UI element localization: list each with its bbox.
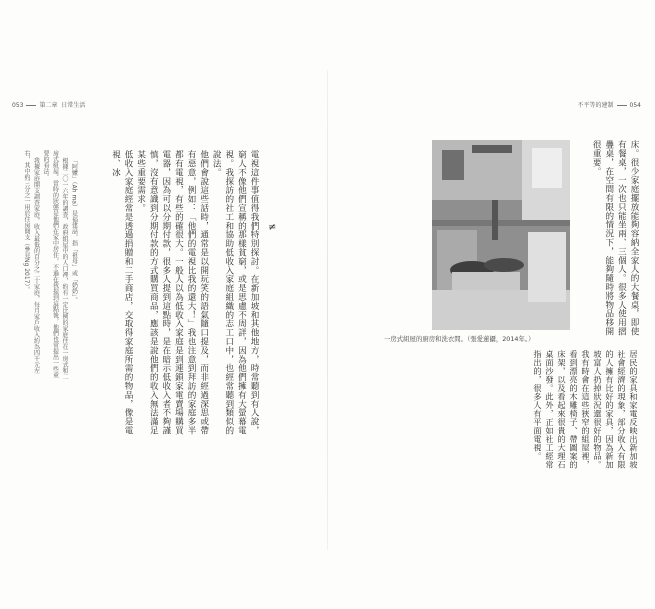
kitchen-photo bbox=[432, 140, 570, 330]
left-paragraph: 低收入家庭經常是透過捐贈和二手商店，交取得家庭所需的物品，像是電視、冰 bbox=[110, 150, 134, 435]
left-notes bbox=[23, 150, 88, 380]
left-paragraph: 電視這件事值得我們特別探討。在新加坡和其他地方，時常聽到有人說，窮人不像他們宣稱的那樣貧窮，或是思慮不周詳，因為他們擁有大螢幕電視。我探訪的社工和協助低收入家庭組織的志工口中，也經常聽到類似的說法。 bbox=[211, 150, 259, 435]
right-paragraph-top: 床。很少家庭擺放能夠容納全家人的大餐桌，即使有餐桌，一次也只能坐兩、三個人。很多人使用摺疊桌，在空間有限的情況下，能夠隨時將物品移開很重要。 bbox=[591, 140, 639, 336]
header-rule bbox=[26, 105, 36, 106]
note-1: 「阿嬤」（Ah ma）是福建話，指「祖母」或「奶奶」。 bbox=[70, 157, 78, 303]
left-chapter: 第二章 bbox=[39, 102, 58, 109]
kitchen-photo-image bbox=[432, 140, 570, 330]
note-3: 我據家庭開支調查家庭，收入最低的百分之二十家庭，每月家戶收入約為四千元左右，其中約三分之一用於住房開支（參見Ng 2017）。 bbox=[23, 150, 40, 374]
right-title: 不平等的建制 bbox=[577, 102, 614, 109]
left-paragraph: 他們會說這些話時，通常是以開玩笑的語氣隨口提及，而非經過深思或帶有惡意，例如：「他們的電視比我的還大！」我也注意到拜訪的家庭多半都有電視，有些的確很大。一般人以為低收入家庭是到連鎖家電賣場購買電器，因為可以分期付款，很多人提到這點時，是在暗示低收入者不夠謹慎，沒有意識到分期付款的方式購買商品，應該是說他們的收入無法滿足某些重要需求。 bbox=[135, 150, 209, 435]
right-page-number: 054 bbox=[629, 102, 641, 109]
photo-caption: 一房式組屋的廚房和洗衣間。（張愛蓮攝，2014年。） bbox=[384, 335, 535, 343]
page-gutter bbox=[327, 70, 328, 550]
left-section: 日常生活 bbox=[61, 102, 86, 109]
right-running-header bbox=[578, 100, 641, 109]
neq-symbol: ≠ bbox=[268, 222, 277, 233]
left-page-number: 053 bbox=[12, 102, 24, 109]
note-2: 根據二〇一六年的調查，政府組屋中的人口裡，約有一定比例的家庭住在一房式和二房式組屋。當時的狀態是他們在家中居住，不過在我提到這點後，他們也常提出一些重要的看法。 bbox=[42, 150, 68, 380]
left-paragraph-1 bbox=[88, 150, 260, 440]
right-paragraph-bottom: 居民的家具和家電反映出新加坡社會經濟的現象，部分收入有限的人擁有比好的家具，因為新加坡富人扔掉狀況還很好的物品。我有時會在這些狹窄的組屋裡，看到漂亮的木雕椅子、帶圖案的床架，以及看起來很貴的大理石桌面沙發。此外，正如社工經常指出的，很多人有平面電視。 bbox=[533, 350, 639, 469]
header-rule bbox=[617, 105, 627, 106]
left-running-header bbox=[12, 100, 85, 109]
